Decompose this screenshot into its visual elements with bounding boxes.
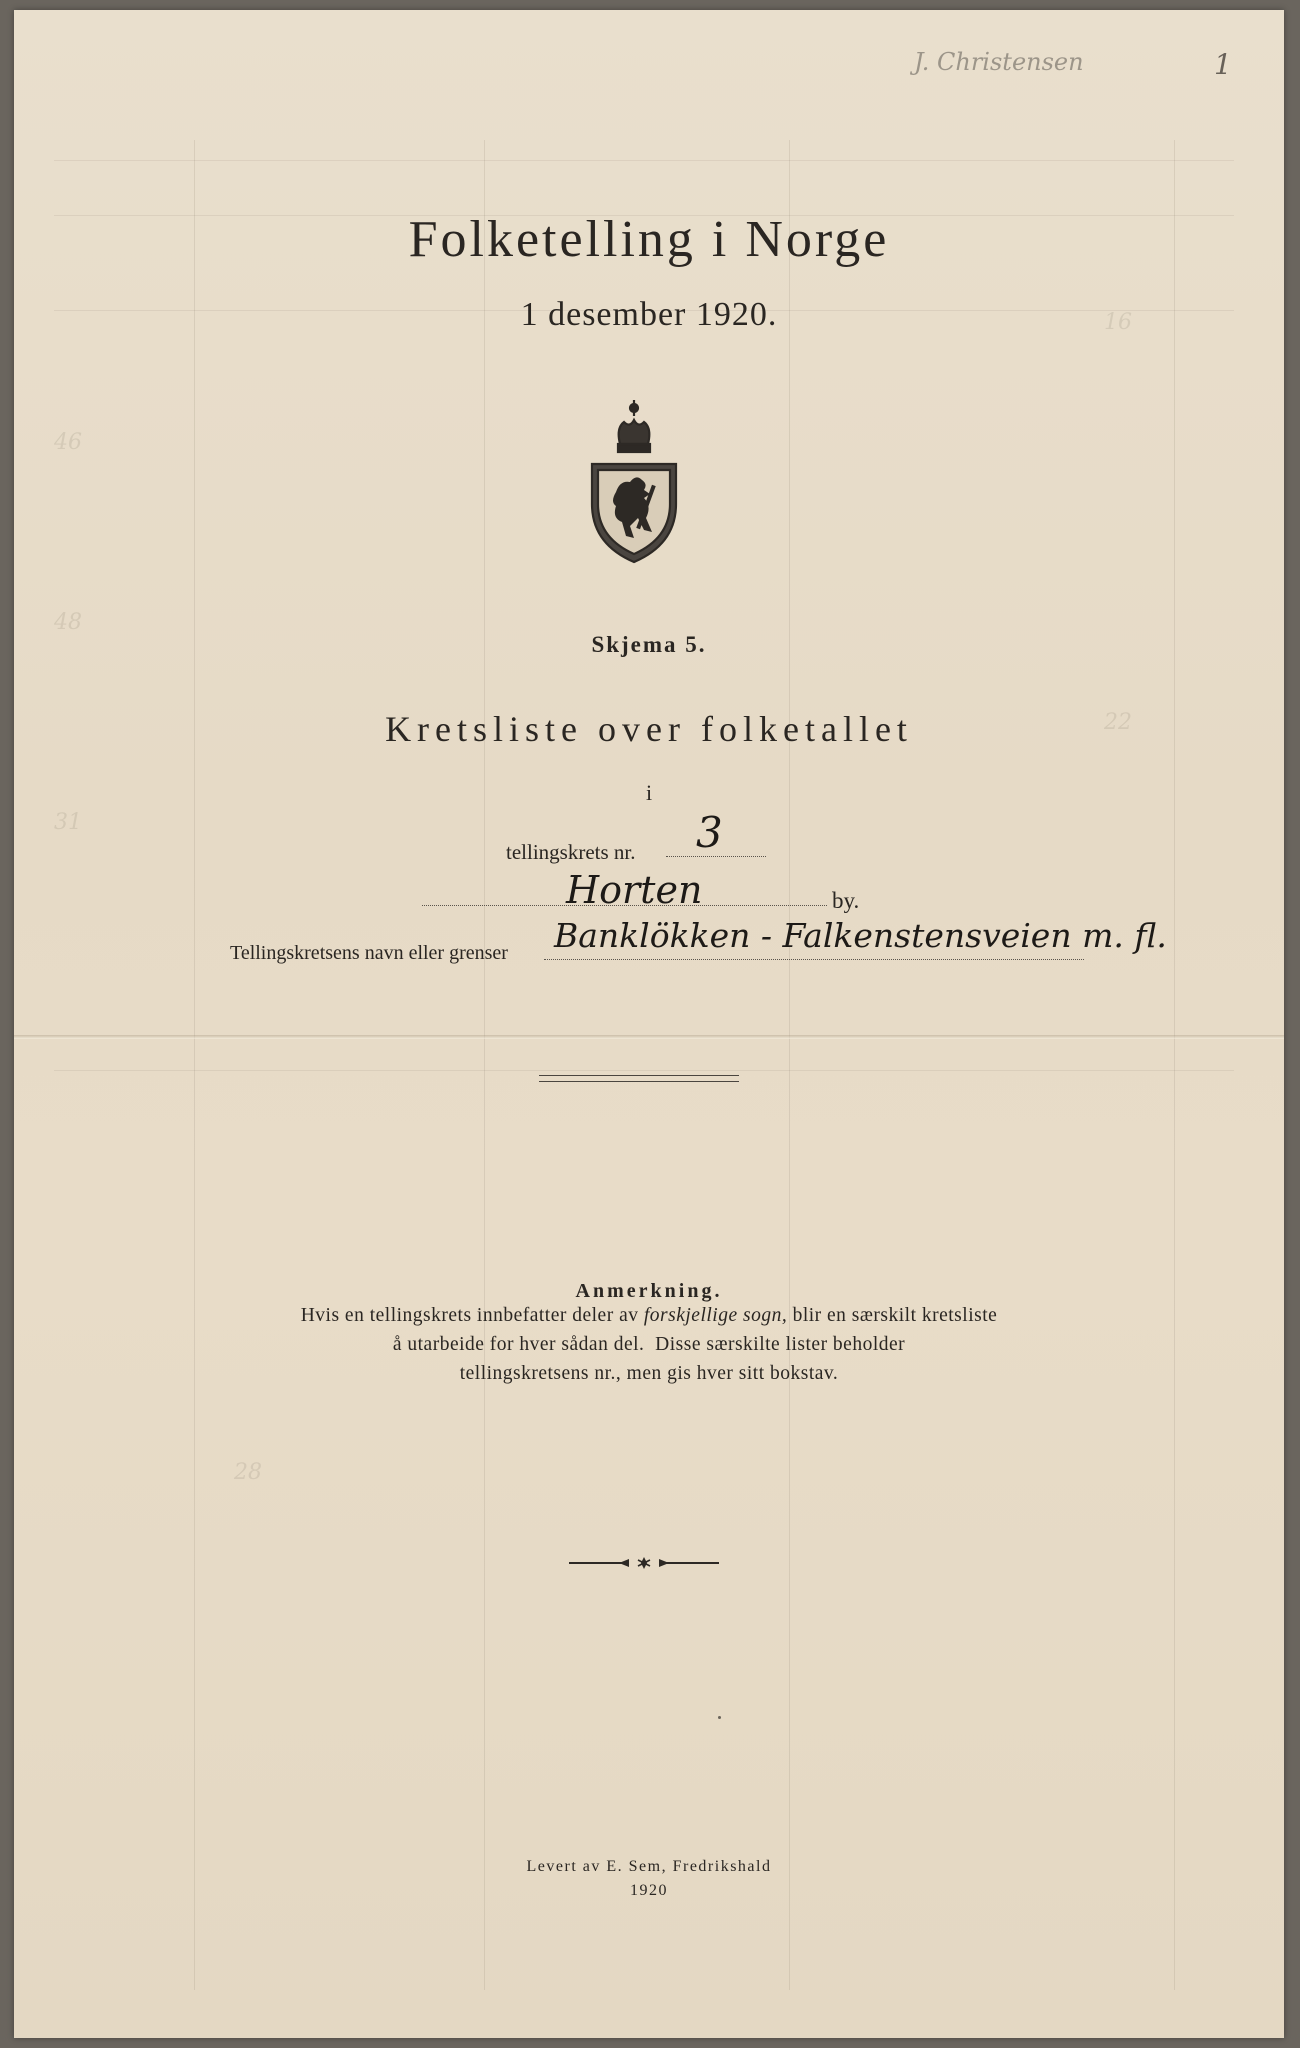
- boundary-line: [544, 959, 1084, 960]
- printer-imprint: Levert av E. Sem, Fredrikshald: [526, 1858, 772, 1875]
- bleed-through-rule: [484, 140, 485, 1990]
- bleed-through-rule: [194, 140, 195, 1990]
- bleed-through-rule: [54, 160, 1234, 161]
- bleed-through-mark: 48: [54, 610, 82, 635]
- preposition-i: i: [645, 780, 653, 805]
- ink-speck: [718, 1716, 721, 1719]
- page-number: 1: [1214, 48, 1232, 81]
- bleed-through-mark: 46: [54, 430, 82, 455]
- census-form-page: [14, 10, 1284, 2038]
- bleed-through-rule: [54, 1070, 1234, 1071]
- page-fold: [14, 1035, 1284, 1039]
- schema-label: Skjema 5.: [591, 632, 707, 657]
- note-line-2: å utarbeide for hver sådan del. Disse særskilte lister beholder: [392, 1334, 906, 1355]
- bleed-through-rule: [1174, 140, 1175, 1990]
- note-title: Anmerkning.: [575, 1280, 723, 1302]
- krets-number-value: 3: [696, 808, 723, 857]
- town-value: Horten: [566, 868, 703, 912]
- document-title: Folketelling i Norge: [408, 211, 890, 268]
- norwegian-coat-of-arms-icon: [586, 394, 682, 564]
- boundary-label: Tellingskretsens navn eller grenser: [230, 942, 508, 964]
- town-suffix: by.: [832, 888, 860, 913]
- bleed-through-mark: 16: [1104, 310, 1132, 335]
- note-line-1: [14, 1305, 1284, 1327]
- krets-number-label: tellingskrets nr.: [506, 840, 636, 864]
- note-line-1-end: blir en særskilt kretsliste: [787, 1305, 998, 1326]
- printer-year: 1920: [630, 1882, 668, 1899]
- form-heading: Kretsliste over folketallet: [385, 709, 913, 749]
- bleed-through-mark: 28: [234, 1460, 262, 1485]
- bleed-through-mark: 31: [54, 810, 82, 835]
- section-divider: [539, 1075, 739, 1082]
- bleed-through-rule: [789, 140, 790, 1990]
- note-line-3: tellingskretsens nr., men gis hver sitt bokstav.: [459, 1363, 839, 1384]
- corner-annotation: J. Christensen: [914, 48, 1084, 76]
- ornament-divider-icon: [569, 1555, 719, 1571]
- document-date: 1 desember 1920.: [520, 296, 778, 333]
- boundary-value: Banklökken - Falkenstensveien m. fl.: [554, 916, 1167, 955]
- note-line-1-emphasis: forskjellige sogn,: [643, 1305, 788, 1326]
- note-line-1-start: Hvis en tellingskrets innbefatter deler av: [300, 1305, 644, 1326]
- bleed-through-mark: 22: [1104, 710, 1132, 735]
